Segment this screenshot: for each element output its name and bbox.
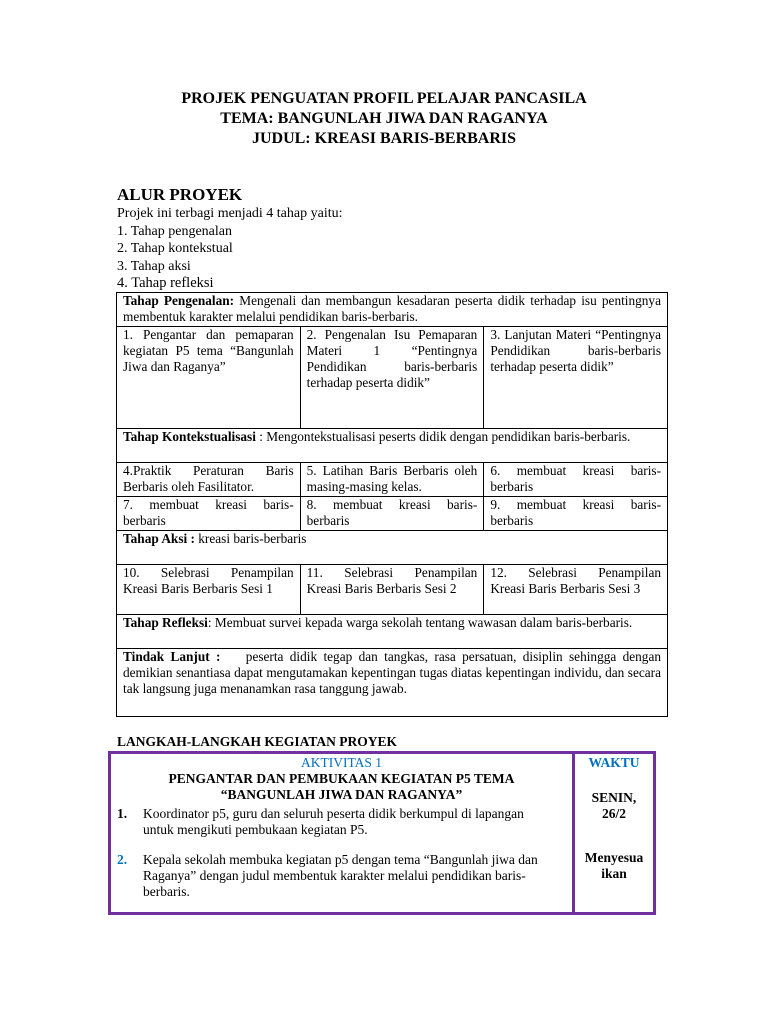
activity-title: AKTIVITAS 1 (300, 755, 383, 770)
table-cell: 12. Selebrasi Penampilan Kreasi Baris Berbaris Sesi 3 (484, 565, 668, 615)
table-cell: 2. Pengenalan Isu Pemaparan Materi 1 “Pentingnya Pendidikan baris-berbaris terhadap peserta didik” (300, 327, 484, 429)
aksi-row (117, 531, 668, 565)
alur-proyek-title: ALUR PROYEK (117, 185, 243, 204)
activity-subtitle-2: “BANGUNLAH JIWA DAN RAGANYA” (220, 787, 463, 802)
header-line-2: TEMA: BANGUNLAH JIWA DAN RAGANYA (220, 110, 548, 127)
activity-main (111, 754, 572, 912)
tindak-lanjut-row (117, 649, 668, 717)
header-line-1: PROJEK PENGUATAN PROFIL PELAJAR PANCASILA (181, 90, 587, 107)
project-flow-table (116, 292, 668, 717)
waktu-label: WAKTU (588, 755, 640, 770)
table-cell: 10. Selebrasi Penampilan Kreasi Baris Berbaris Sesi 1 (117, 565, 301, 615)
pengenalan-label: Tahap Pengenalan: (123, 293, 235, 308)
stage-item: 1. Tahap pengenalan (117, 223, 232, 239)
pengenalan-text: Mengenali dan membangun kesadaran peserta didik terhadap isu pentingnya membentuk karakter melalui pendidikan baris-berbaris. (123, 293, 661, 324)
aksi-label: Tahap Aksi : (123, 531, 195, 546)
waktu-note-2: ikan (601, 866, 627, 881)
table-cell: 6. membuat kreasi baris-berbaris (484, 463, 668, 497)
waktu-day: SENIN, (591, 790, 637, 805)
kontekstualisasi-row (117, 429, 668, 463)
kontekstualisasi-text: : Mengontekstualisasi peserts didik dengan pendidikan baris-berbaris. (255, 429, 631, 444)
tindak-lanjut-text: peserta didik tegap dan tangkas, rasa persatuan, disiplin sehingga dengan demikian senantiasa dapat mengutamakan kepentingan tugas diatas kepentingan individu, dan secara tak langsung juga menanamkan rasa tanggung jawab. (123, 649, 665, 696)
stage-item: 4. Tahap refleksi (117, 275, 214, 291)
stage-item: 3. Tahap aksi (117, 258, 191, 274)
table-cell: 11. Selebrasi Penampilan Kreasi Baris Berbaris Sesi 2 (300, 565, 484, 615)
step-text: Koordinator p5, guru dan seluruh peserta didik berkumpul di lapangan untuk mengikuti pembukaan kegiatan P5. (143, 806, 524, 837)
aksi-text: kreasi baris-berbaris (194, 531, 307, 546)
header-line-3: JUDUL: KREASI BARIS-BERBARIS (251, 130, 517, 147)
activity-step (117, 806, 557, 838)
intro-text: Projek ini terbagi menjadi 4 tahap yaitu: (117, 206, 343, 221)
activity-subtitle-1: PENGANTAR DAN PEMBUKAAN KEGIATAN P5 TEMA (168, 771, 515, 786)
table-cell: 7. membuat kreasi baris-berbaris (117, 497, 301, 531)
waktu-date: 26/2 (601, 806, 626, 821)
step-number: 1. (117, 806, 128, 821)
table-cell: 1. Pengantar dan pemaparan kegiatan P5 tema “Bangunlah Jiwa dan Raganya” (117, 327, 301, 429)
pengenalan-row (117, 293, 668, 327)
refleksi-label: Tahap Refleksi (123, 615, 208, 630)
step-text: Kepala sekolah membuka kegiatan p5 dengan tema “Bangunlah jiwa dan Raganya” dengan judul membentuk karakter melalui pendidikan baris-berbaris. (143, 852, 538, 899)
table-cell: 9. membuat kreasi baris-berbaris (484, 497, 668, 531)
table-cell: 5. Latihan Baris Berbaris oleh masing-masing kelas. (300, 463, 484, 497)
waktu-note-1: Menyesua (584, 850, 644, 865)
table-cell: 3. Lanjutan Materi “Pentingnya Pendidikan baris-berbaris terhadap peserta didik” (484, 327, 668, 429)
kontekstualisasi-label: Tahap Kontekstualisasi (123, 429, 256, 444)
table-cell: 4.Praktik Peraturan Baris Berbaris oleh Fasilitator. (117, 463, 301, 497)
step-number: 2. (117, 852, 128, 867)
tindak-lanjut-label: Tindak Lanjut : (123, 649, 221, 664)
langkah-title: LANGKAH-LANGKAH KEGIATAN PROYEK (117, 734, 398, 749)
activity-box (108, 751, 656, 915)
stage-item: 2. Tahap kontekstual (117, 241, 233, 256)
table-cell: 8. membuat kreasi baris-berbaris (300, 497, 484, 531)
alur-intro (117, 205, 343, 293)
activity-step (117, 852, 557, 900)
refleksi-text: : Membuat survei kepada warga sekolah tentang wawasan dalam baris-berbaris. (207, 615, 633, 630)
refleksi-row (117, 615, 668, 649)
document-header (0, 89, 768, 149)
waktu-column (575, 754, 653, 912)
